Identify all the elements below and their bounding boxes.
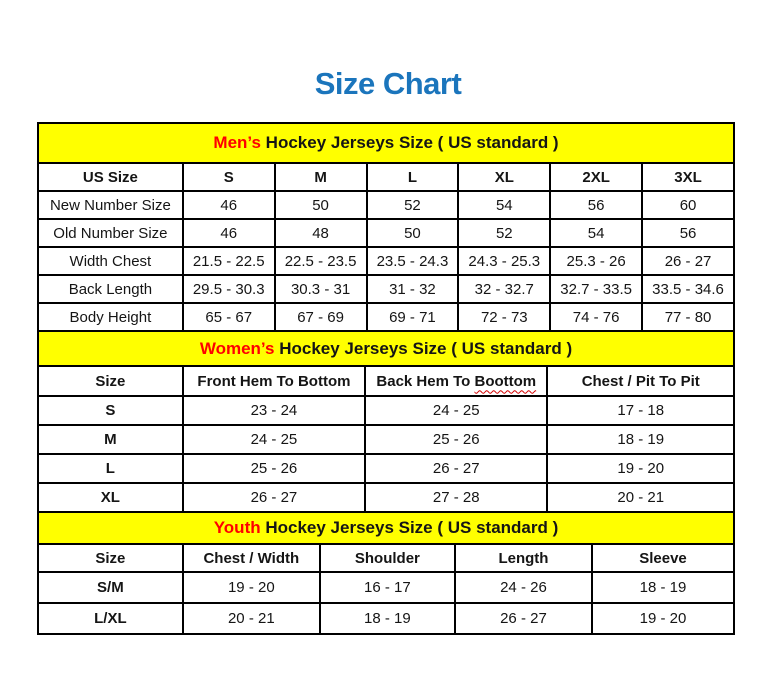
section-header-row <box>38 512 734 544</box>
column-header: US Size <box>38 163 183 191</box>
section-header-rest: Hockey Jerseys Size ( US standard ) <box>260 133 559 152</box>
table-row <box>38 396 734 425</box>
column-header: Length <box>455 544 592 572</box>
table-row <box>38 603 734 634</box>
row-label: L/XL <box>38 603 183 634</box>
size-cell: 74 - 76 <box>550 303 642 331</box>
row-label: New Number Size <box>38 191 183 219</box>
column-header: Shoulder <box>320 544 455 572</box>
size-cell: 60 <box>642 191 734 219</box>
size-cell: 22.5 - 23.5 <box>275 247 367 275</box>
column-header: Front Hem To Bottom <box>183 366 365 396</box>
column-header: Chest / Pit To Pit <box>547 366 734 396</box>
table-row <box>38 483 734 512</box>
size-cell: 77 - 80 <box>642 303 734 331</box>
size-cell: 24 - 26 <box>455 572 592 603</box>
size-cell: 67 - 69 <box>275 303 367 331</box>
row-label: Old Number Size <box>38 219 183 247</box>
size-cell: 32.7 - 33.5 <box>550 275 642 303</box>
size-cell: 46 <box>183 191 275 219</box>
column-header <box>365 366 547 396</box>
size-cell: 19 - 20 <box>592 603 734 634</box>
size-cell: 52 <box>367 191 459 219</box>
table-row <box>38 247 734 275</box>
size-cell: 30.3 - 31 <box>275 275 367 303</box>
row-label: S <box>38 396 183 425</box>
size-cell: 27 - 28 <box>365 483 547 512</box>
section-header-row <box>38 331 734 366</box>
size-cell: 24 - 25 <box>365 396 547 425</box>
section-header-highlight: Women’s <box>199 338 275 358</box>
size-cell: 56 <box>642 219 734 247</box>
table-row <box>38 303 734 331</box>
column-header: XL <box>458 163 550 191</box>
size-cell: 29.5 - 30.3 <box>183 275 275 303</box>
size-cell: 16 - 17 <box>320 572 455 603</box>
section-header-rest: Hockey Jerseys Size ( US standard ) <box>260 518 559 537</box>
size-cell: 65 - 67 <box>183 303 275 331</box>
table-row <box>38 425 734 454</box>
men-size-table <box>37 122 735 332</box>
size-cell: 25.3 - 26 <box>550 247 642 275</box>
size-tables <box>37 122 735 635</box>
table-row <box>38 275 734 303</box>
size-cell: 18 - 19 <box>320 603 455 634</box>
size-cell: 19 - 20 <box>547 454 734 483</box>
table-row <box>38 572 734 603</box>
row-label: Back Length <box>38 275 183 303</box>
section-header-youth <box>38 512 734 544</box>
size-cell: 26 - 27 <box>455 603 592 634</box>
column-header-row <box>38 366 734 396</box>
section-header-rest: Hockey Jerseys Size ( US standard ) <box>274 338 573 358</box>
size-cell: 46 <box>183 219 275 247</box>
page-title: Size Chart <box>314 66 462 101</box>
column-header: Size <box>38 366 183 396</box>
size-cell: 19 - 20 <box>183 572 320 603</box>
size-cell: 25 - 26 <box>365 425 547 454</box>
column-header-text: Back Hem To <box>376 372 475 390</box>
size-cell: 72 - 73 <box>458 303 550 331</box>
column-header: S <box>183 163 275 191</box>
size-cell: 26 - 27 <box>642 247 734 275</box>
table-row <box>38 219 734 247</box>
column-header: L <box>367 163 459 191</box>
size-cell: 23 - 24 <box>183 396 365 425</box>
size-cell: 25 - 26 <box>183 454 365 483</box>
size-cell: 17 - 18 <box>547 396 734 425</box>
size-cell: 54 <box>458 191 550 219</box>
size-cell: 56 <box>550 191 642 219</box>
size-cell: 32 - 32.7 <box>458 275 550 303</box>
size-cell: 69 - 71 <box>367 303 459 331</box>
column-header-row <box>38 544 734 572</box>
section-header-highlight: Men’s <box>213 133 261 152</box>
size-cell: 20 - 21 <box>547 483 734 512</box>
size-cell: 48 <box>275 219 367 247</box>
column-header: Sleeve <box>592 544 734 572</box>
table-row <box>38 191 734 219</box>
youth-size-table <box>37 511 735 635</box>
size-cell: 20 - 21 <box>183 603 320 634</box>
size-cell: 31 - 32 <box>367 275 459 303</box>
size-cell: 50 <box>367 219 459 247</box>
row-label: Body Height <box>38 303 183 331</box>
size-cell: 21.5 - 22.5 <box>183 247 275 275</box>
size-cell: 54 <box>550 219 642 247</box>
row-label: M <box>38 425 183 454</box>
size-cell: 23.5 - 24.3 <box>367 247 459 275</box>
column-header: Size <box>38 544 183 572</box>
size-cell: 52 <box>458 219 550 247</box>
section-header-men <box>38 123 734 163</box>
size-cell: 18 - 19 <box>592 572 734 603</box>
column-header: 3XL <box>642 163 734 191</box>
size-cell: 24.3 - 25.3 <box>458 247 550 275</box>
size-cell: 26 - 27 <box>365 454 547 483</box>
row-label: S/M <box>38 572 183 603</box>
section-header-highlight: Youth <box>213 518 261 537</box>
column-header-row <box>38 163 734 191</box>
column-header: M <box>275 163 367 191</box>
column-header: 2XL <box>550 163 642 191</box>
column-header: Chest / Width <box>183 544 320 572</box>
size-cell: 24 - 25 <box>183 425 365 454</box>
section-header-row <box>38 123 734 163</box>
women-size-table <box>37 330 735 513</box>
row-label: XL <box>38 483 183 512</box>
size-cell: 26 - 27 <box>183 483 365 512</box>
row-label: Width Chest <box>38 247 183 275</box>
size-cell: 33.5 - 34.6 <box>642 275 734 303</box>
table-row <box>38 454 734 483</box>
section-header-women <box>38 331 734 366</box>
misspelled-word: Boottom <box>474 372 537 390</box>
size-cell: 50 <box>275 191 367 219</box>
size-cell: 18 - 19 <box>547 425 734 454</box>
row-label: L <box>38 454 183 483</box>
